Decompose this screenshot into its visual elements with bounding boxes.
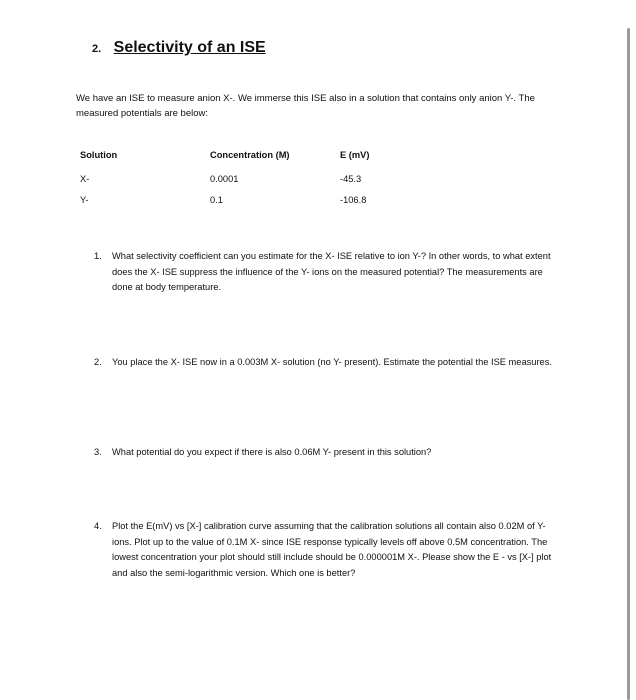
table-cell: -45.3 bbox=[340, 174, 362, 184]
question-1 bbox=[94, 249, 564, 296]
column-header-potential: E (mV) bbox=[340, 150, 370, 160]
table-cell: 0.0001 bbox=[210, 174, 239, 184]
table-row bbox=[80, 195, 420, 216]
table-cell: Y- bbox=[80, 195, 89, 205]
table-cell: -106.8 bbox=[340, 195, 367, 205]
section-number: 2. bbox=[92, 43, 102, 55]
column-header-concentration: Concentration (M) bbox=[210, 150, 290, 160]
section-heading bbox=[92, 39, 266, 57]
column-header-solution: Solution bbox=[80, 150, 118, 160]
question-text: Plot the E(mV) vs [X-] calibration curve assuming that the calibration solutions all contain also 0.02M of Y- ions. Plot up to the value of 0.1M X- since ISE response typically levels off above 0.5M concentration. The lowest concentration your plot should still include should be 0.000001M X-. Please show the E - vs [X-] plot and also the semi-logarithmic version. Which one is better? bbox=[112, 521, 552, 578]
question-3 bbox=[94, 445, 564, 461]
table-header-row bbox=[80, 150, 420, 174]
table-cell: 0.1 bbox=[210, 195, 223, 205]
potential-table bbox=[80, 150, 420, 216]
section-title: Selectivity of an ISE bbox=[113, 39, 266, 56]
table-row bbox=[80, 174, 420, 195]
question-text: You place the X- ISE now in a 0.003M X- solution (no Y- present). Estimate the potential the ISE measures. bbox=[112, 357, 552, 367]
question-text: What potential do you expect if there is also 0.06M Y- present in this solution? bbox=[112, 447, 432, 457]
question-number: 2. bbox=[94, 357, 102, 367]
intro-paragraph: We have an ISE to measure anion X-. We immerse this ISE also in a solution that contains only anion Y-. The measured potentials are below: bbox=[76, 93, 535, 119]
question-text: What selectivity coefficient can you estimate for the X- ISE relative to ion Y-? In other words, to what extent does the X- ISE suppress the influence of the Y- ions on the measured potential? The measurements are done at body temperature. bbox=[112, 251, 551, 292]
table-cell: X- bbox=[80, 174, 90, 184]
question-2 bbox=[94, 355, 564, 371]
question-4 bbox=[94, 519, 564, 581]
scrollbar[interactable] bbox=[627, 28, 630, 700]
question-number: 4. bbox=[94, 521, 102, 531]
question-number: 3. bbox=[94, 447, 102, 457]
question-number: 1. bbox=[94, 251, 102, 261]
